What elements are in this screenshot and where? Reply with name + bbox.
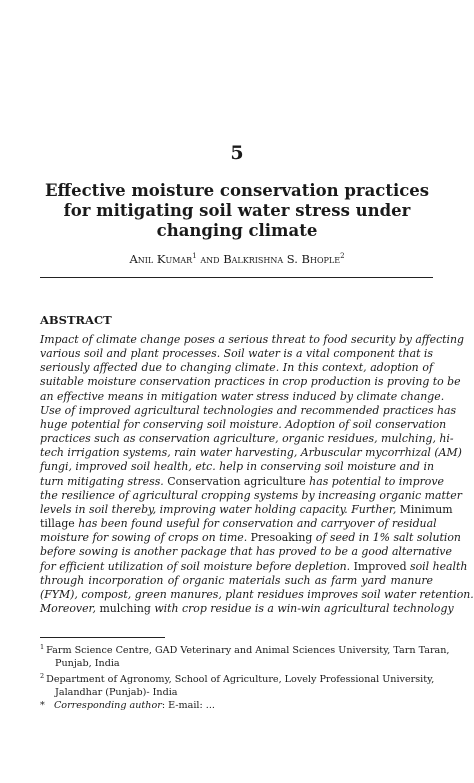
footnote (40, 670, 433, 699)
abstract-heading: ABSTRACT (40, 313, 112, 327)
abstract-keyword: Minimum (396, 502, 453, 516)
abstract-line (40, 361, 433, 375)
chapter-number: 5 (230, 142, 244, 164)
abstract-line (40, 574, 433, 588)
abstract-keyword: Improved (350, 559, 407, 573)
abstract-keyword: mulching (95, 601, 151, 615)
abstract-line (40, 432, 454, 446)
footnote-text: Farm Science Centre, GAD Veterinary and Animal Sciences University, Tarn Taran, (46, 645, 450, 657)
abstract-text: soil health (406, 559, 468, 573)
abstract-line (40, 446, 462, 460)
abstract-text: Use of improved agricultural technologies and recommended practices has (40, 403, 457, 417)
abstract-text: Moreover, (40, 601, 96, 615)
chapter-title-line: changing climate (156, 221, 318, 240)
abstract-text: for efficient utilization of soil moisture before depletion. (40, 559, 351, 573)
abstract-text: tech irrigation systems, rain water harvesting, Arbuscular mycorrhizal (AM) (40, 446, 462, 460)
abstract-line (40, 375, 461, 389)
abstract-text: before sowing is another package that has proved to be a good alternative (40, 545, 452, 559)
footnotes (40, 641, 450, 712)
abstract-line (40, 460, 433, 474)
abstract-text: various soil and plant processes. Soil water is a vital component that is (40, 347, 433, 361)
abstract-text: an effective means in mitigation water stress induced by climate change. (40, 389, 445, 403)
abstract-keyword: Presoaking (247, 531, 313, 545)
footnote-mark: * (40, 700, 45, 712)
footnote (40, 699, 433, 712)
abstract-text: Impact of climate change poses a serious threat to food security by affecting (40, 333, 465, 346)
abstract-text: practices such as conservation agriculture, organic residues, mulching, hi- (40, 432, 454, 446)
abstract-line (40, 517, 437, 531)
abstract-line (40, 559, 468, 574)
footnote-mark: 1 (40, 643, 45, 651)
abstract-text: with crop residue is a win-win agricultural technology (150, 601, 454, 615)
author-joiner: and (200, 252, 220, 266)
abstract-text: has been found useful for conservation and carryover of residual (74, 517, 437, 531)
corresponding-author-label: Corresponding author (53, 700, 162, 712)
abstract-keyword: tillage (40, 517, 75, 531)
chapter-title-line: Effective moisture conservation practices (44, 181, 430, 200)
abstract-text: fungi, improved soil health, etc. help in conserving soil moisture and in (40, 460, 434, 474)
abstract-text: moisture for sowing of crops on time. (40, 531, 248, 545)
footnote (40, 641, 450, 670)
abstract-text: suitable moisture conservation practices in crop production is proving to be (40, 375, 461, 389)
author-name: Balkrishna S. Bhople (223, 252, 341, 266)
abstract-line (40, 474, 444, 489)
title-divider (40, 277, 433, 278)
abstract-body (40, 333, 474, 616)
abstract-line (40, 601, 454, 616)
abstract-keyword: Conservation agriculture (163, 474, 306, 488)
chapter-title-line: for mitigating soil water stress under (63, 201, 411, 220)
abstract-line (40, 587, 474, 602)
abstract-text: has potential to improve (305, 474, 444, 488)
author-affiliation-mark: 2 (340, 252, 345, 261)
abstract-text: seriously affected due to changing climate. In this context, adoption of (40, 361, 433, 375)
author-affiliation-mark: 1 (192, 252, 197, 261)
author-name: Anil Kumar (129, 252, 193, 266)
abstract-text: (FYM), compost, green manures, plant residues improves soil water retention. (40, 587, 474, 601)
corresponding-author-email: : E-mail: ... (161, 700, 215, 712)
abstract-text: through incorporation of organic materials such as farm yard manure (40, 573, 433, 587)
abstract-line (40, 333, 465, 347)
footnote-text: Jalandhar (Punjab)- India (55, 687, 178, 699)
abstract-line (40, 545, 452, 559)
footnote-text: Punjab, India (55, 658, 120, 670)
abstract-line (40, 403, 457, 418)
abstract-line (40, 417, 447, 432)
abstract-line (40, 389, 445, 404)
abstract-text: turn mitigating stress. (40, 474, 164, 488)
footnote-text: Department of Agronomy, School of Agriculture, Lovely Professional University, (46, 674, 435, 686)
abstract-line (40, 488, 462, 503)
abstract-text: levels in soil thereby, improving water holding capacity. Further, (40, 502, 397, 516)
author-line (0, 252, 474, 266)
abstract-text: huge potential for conserving soil moisture. Adoption of soil conservation (40, 417, 447, 431)
abstract-line (40, 502, 453, 517)
chapter-title (30, 181, 444, 241)
abstract-line (40, 347, 433, 361)
footnote-divider (40, 637, 165, 638)
footnote-mark: 2 (40, 672, 45, 681)
abstract-text: the resilience of agricultural cropping systems by increasing organic matter (40, 488, 462, 502)
abstract-text: of seed in 1% salt solution (312, 531, 461, 545)
abstract-line (40, 531, 461, 545)
